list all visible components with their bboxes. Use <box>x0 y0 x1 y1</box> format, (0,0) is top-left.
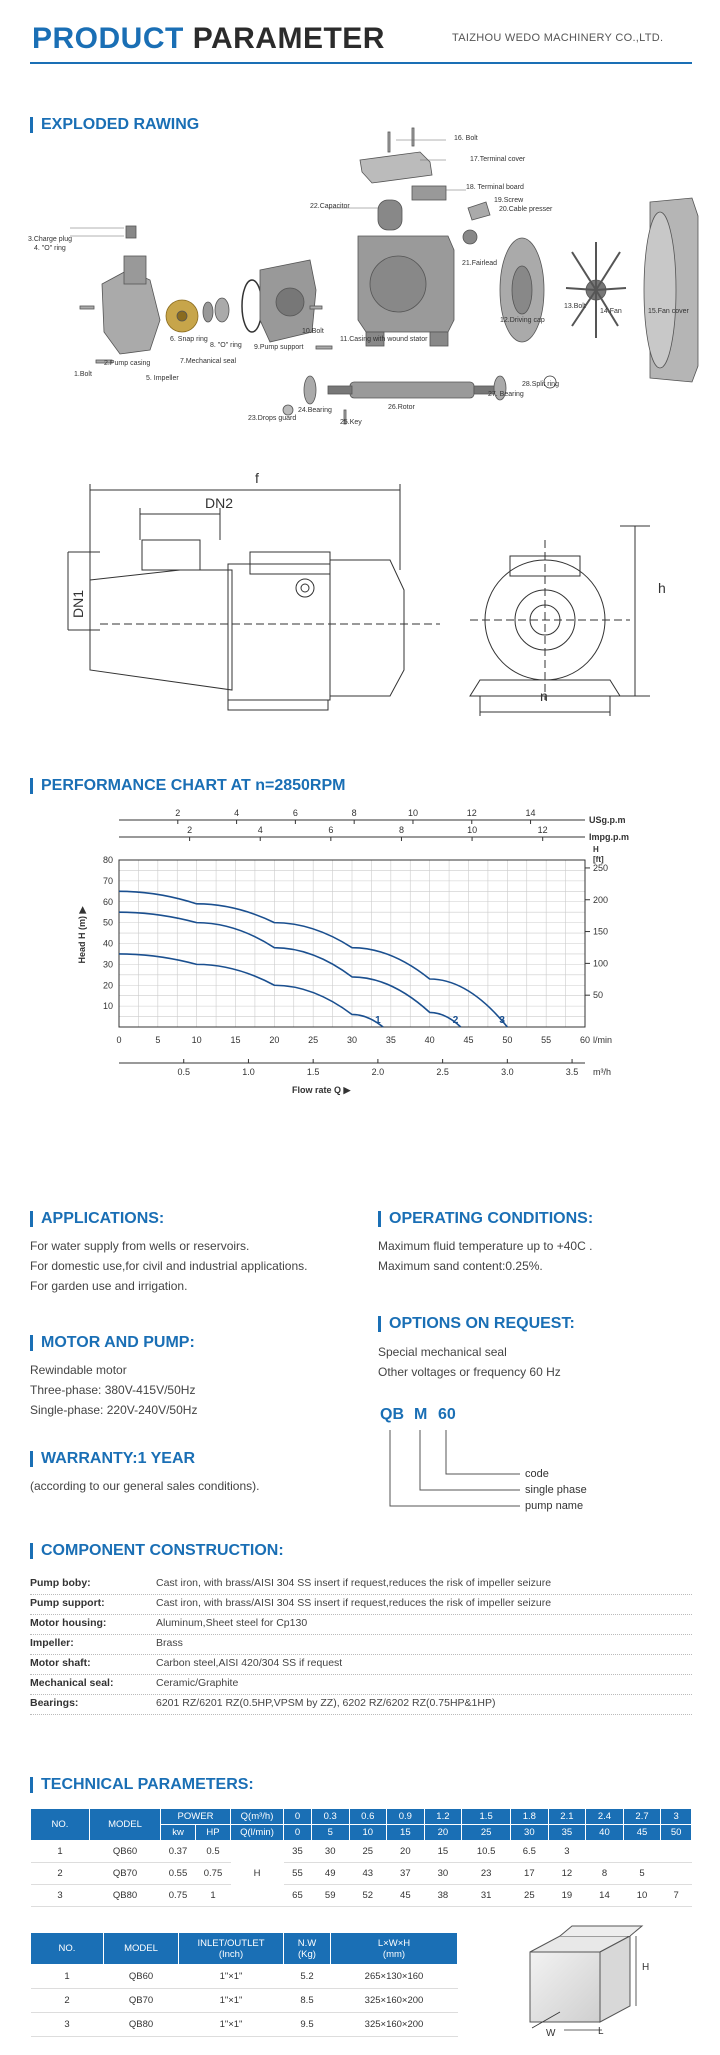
cell-h: 17 <box>511 1863 549 1885</box>
curve-1 <box>119 954 383 1027</box>
component-key: Motor shaft: <box>30 1657 91 1669</box>
packing-table <box>30 1932 458 2037</box>
top-axis-tick-label: 2 <box>187 825 193 835</box>
y-tick-label: 60 <box>102 896 113 907</box>
y-tick-label: 50 <box>102 917 113 928</box>
label-bearing-27: 27. Bearing <box>488 391 524 398</box>
th-q-cell: 1.5 <box>462 1809 511 1825</box>
label-snap-ring: 6. Snap ring <box>170 336 208 343</box>
th-pack-kg: (Kg) <box>298 1948 316 1960</box>
top-axis-tick-label: 4 <box>257 825 263 835</box>
component-value: Cast iron, with brass/AISI 304 SS insert if request,reduces the risk of impeller seizure <box>156 1577 552 1589</box>
top-axis-tick-label: 2 <box>175 808 181 818</box>
label-bolt-1: 1.Bolt <box>74 371 92 378</box>
cell-h: 6.5 <box>511 1841 549 1863</box>
company-name: TAIZHOU WEDO MACHINERY CO.,LTD. <box>452 32 664 44</box>
packing-box-drawing <box>520 1922 670 2037</box>
top-axis-tick-label: 10 <box>467 825 478 835</box>
label-bolt-16: 16. Bolt <box>454 135 478 142</box>
cell-model: QB70 <box>104 1989 179 2013</box>
cell-h: 7 <box>661 1885 692 1907</box>
table-row <box>31 1885 692 1907</box>
component-value: Brass <box>156 1637 183 1649</box>
m3h-tick-label: 2.5 <box>436 1067 449 1077</box>
cell-h: 23 <box>462 1863 511 1885</box>
cell-no: 3 <box>31 2013 104 2037</box>
component-value: Cast iron, with brass/AISI 304 SS insert if request,reduces the risk of impeller seizure <box>156 1597 552 1609</box>
curve-label: 2 <box>452 1015 459 1026</box>
x-tick-label: 50 <box>502 1035 513 1045</box>
cell-h <box>661 1863 692 1885</box>
m3h-tick-label: 0.5 <box>177 1067 190 1077</box>
operating-title: OPERATING CONDITIONS: <box>378 1211 593 1227</box>
m3h-tick-label: 1.0 <box>242 1067 255 1077</box>
label-impeller: 5. Impeller <box>146 375 179 382</box>
cell-h: 65 <box>284 1885 312 1907</box>
cell-hp: 1 <box>196 1885 231 1907</box>
right-axis-tick-label: 100 <box>593 958 609 969</box>
component-row <box>30 1634 692 1655</box>
dim-dn1: DN1 <box>70 590 86 619</box>
m3h-tick-label: 3.5 <box>565 1067 579 1077</box>
operating-line: Maximum fluid temperature up to +40C . <box>378 1239 593 1253</box>
label-screw: 19.Screw <box>494 197 524 204</box>
x-tick-label: 55 <box>541 1035 552 1045</box>
th-ql-cell: 5 <box>311 1825 349 1841</box>
cell-dim: 325×160×200 <box>331 2013 458 2037</box>
label-pump-support: 9.Pump support <box>254 344 304 351</box>
motor-line: Single-phase: 220V-240V/50Hz <box>30 1403 198 1417</box>
exploded-drawing <box>20 120 700 430</box>
x-axis-label: Flow rate Q ▶ <box>292 1085 351 1095</box>
th-ql-cell: 15 <box>387 1825 425 1841</box>
cell-inout: 1"×1" <box>179 1989 284 2013</box>
th-q-cell: 0.9 <box>387 1809 425 1825</box>
label-o-ring-8: 8. "O" ring <box>210 342 242 349</box>
cell-no: 1 <box>31 1965 104 1989</box>
label-fan: 14.Fan <box>600 308 622 315</box>
th-no: NO. <box>31 1809 90 1841</box>
label-bolt-10: 10.Bolt <box>302 328 324 335</box>
option-line: Other voltages or frequency 60 Hz <box>378 1365 561 1379</box>
component-key: Motor housing: <box>30 1617 107 1629</box>
curve-2 <box>119 912 461 1027</box>
cell-h: 37 <box>387 1863 425 1885</box>
y-tick-label: 20 <box>102 980 113 991</box>
y-tick-label: 40 <box>102 938 113 949</box>
m3h-tick-label: 1.5 <box>306 1067 320 1077</box>
th-q-cell: 0 <box>284 1809 312 1825</box>
cell-h <box>661 1841 692 1863</box>
x-tick-label: 15 <box>230 1035 241 1045</box>
cell-h: 19 <box>548 1885 586 1907</box>
x-tick-label: 40 <box>424 1035 435 1045</box>
performance-chart <box>40 805 680 1165</box>
cell-h: 30 <box>424 1863 462 1885</box>
component-row <box>30 1574 692 1595</box>
label-split-ring: 28.Split ring <box>522 381 559 388</box>
component-value: Carbon steel,AISI 420/304 SS if request <box>156 1657 343 1669</box>
cell-h: 25 <box>349 1841 387 1863</box>
components-title: COMPONENT CONSTRUCTION: <box>30 1543 284 1559</box>
cell-h: 12 <box>548 1863 586 1885</box>
cell-h: 25 <box>511 1885 549 1907</box>
component-value: Ceramic/Graphite <box>156 1677 239 1689</box>
label-o-ring-4: 4. "O" ring <box>34 245 66 252</box>
title-part-product: PRODUCT <box>32 22 184 55</box>
cell-dim: 265×130×160 <box>331 1965 458 1989</box>
label-capacitor: 22.Capacitor <box>310 203 350 210</box>
top-axis-unit-label: Impg.p.m <box>589 832 629 842</box>
th-model: MODEL <box>90 1809 161 1841</box>
top-axis-tick-label: 4 <box>234 808 240 818</box>
cell-h: 31 <box>462 1885 511 1907</box>
x-tick-label: 35 <box>385 1035 396 1045</box>
right-axis-tick-label: 150 <box>593 926 609 937</box>
dim-dn2: DN2 <box>205 495 234 511</box>
label-casing-stator: 11.Casing with wound stator <box>340 336 428 343</box>
box-dim-h: H <box>642 1962 650 1973</box>
page-title <box>32 22 385 56</box>
label-terminal-cover: 17.Terminal cover <box>470 156 526 163</box>
cell-h: 10 <box>623 1885 661 1907</box>
th-q-cell: 2.7 <box>623 1809 661 1825</box>
th-pack-inout <box>179 1933 284 1965</box>
motor-title: MOTOR AND PUMP: <box>30 1335 195 1351</box>
box-dim-l: L <box>598 2026 604 2037</box>
cell-h: 15 <box>424 1841 462 1863</box>
th-q-m3: Q(m³/h) <box>231 1809 284 1825</box>
y-tick-label: 10 <box>102 1001 113 1012</box>
cell-h: 49 <box>311 1863 349 1885</box>
right-axis-tick-label: 250 <box>593 862 609 873</box>
table-row <box>31 1989 458 2013</box>
tech-parameters-table <box>30 1808 692 1907</box>
cell-kw: 0.55 <box>161 1863 196 1885</box>
cell-model: QB60 <box>90 1841 161 1863</box>
application-line: For garden use and irrigation. <box>30 1279 188 1293</box>
cell-h: 52 <box>349 1885 387 1907</box>
cell-nw: 9.5 <box>284 2013 331 2037</box>
motor-line: Rewindable motor <box>30 1363 127 1377</box>
top-axis-tick-label: 14 <box>525 808 536 818</box>
applications-title: APPLICATIONS: <box>30 1211 164 1227</box>
th-pack-nw-label: N.W <box>297 1937 317 1949</box>
label-pump-casing: 2.Pump casing <box>104 360 151 367</box>
cell-model: QB80 <box>90 1885 161 1907</box>
options-text <box>378 1342 561 1382</box>
application-line: For domestic use,for civil and industrial applications. <box>30 1259 308 1273</box>
m3h-tick-label: 3.0 <box>501 1067 514 1077</box>
cell-h: 20 <box>387 1841 425 1863</box>
table-row <box>31 1965 458 1989</box>
cell-dim: 325×160×200 <box>331 1989 458 2013</box>
top-axis-tick-label: 8 <box>398 825 404 835</box>
top-axis-tick-label: 12 <box>466 808 477 818</box>
curve-label: 3 <box>499 1015 505 1026</box>
y-tick-label: 70 <box>102 875 113 886</box>
cell-nw: 5.2 <box>284 1965 331 1989</box>
top-axis-tick-label: 8 <box>351 808 357 818</box>
th-ql-cell: 30 <box>511 1825 549 1841</box>
model-code-m: M <box>414 1406 428 1423</box>
label-fan-cover: 15.Fan cover <box>648 308 689 315</box>
label-bolt-13: 13.Bolt <box>564 303 586 310</box>
component-row <box>30 1694 692 1715</box>
application-line: For water supply from wells or reservoirs. <box>30 1239 250 1253</box>
dim-n: n <box>540 688 548 704</box>
right-axis-label-h: H <box>593 845 599 854</box>
cell-h: 5 <box>623 1863 661 1885</box>
label-key: 25.Key <box>340 419 362 426</box>
label-charge-plug: 3.Charge plug <box>28 236 72 243</box>
cell-no: 2 <box>31 1863 90 1885</box>
x-tick-label: 0 <box>116 1035 122 1045</box>
th-pack-dim-label: L×W×H <box>377 1937 411 1949</box>
cell-hp: 0.75 <box>196 1863 231 1885</box>
th-pack-dim <box>331 1933 458 1965</box>
th-kw: kw <box>161 1825 196 1841</box>
component-row <box>30 1594 692 1615</box>
warranty-title: WARRANTY:1 YEAR <box>30 1451 195 1467</box>
th-q-cell: 2.4 <box>586 1809 624 1825</box>
th-pack-no: NO. <box>31 1933 104 1965</box>
cell-h: 45 <box>387 1885 425 1907</box>
cell-kw: 0.37 <box>161 1841 196 1863</box>
tech-title: TECHNICAL PARAMETERS: <box>30 1777 254 1793</box>
x-tick-label: 60 <box>579 1035 591 1045</box>
table-row <box>31 1841 692 1863</box>
cell-h: 38 <box>424 1885 462 1907</box>
th-ql-cell: 10 <box>349 1825 387 1841</box>
cell-h: 8 <box>586 1863 624 1885</box>
warranty-text: (according to our general sales conditions). <box>30 1479 260 1493</box>
y-tick-label: 80 <box>102 855 113 865</box>
cell-inout: 1"×1" <box>179 2013 284 2037</box>
th-q-cell: 0.6 <box>349 1809 387 1825</box>
th-hp: HP <box>196 1825 231 1841</box>
m3h-tick-label: 2.0 <box>371 1067 385 1077</box>
cell-no: 3 <box>31 1885 90 1907</box>
cell-h: 3 <box>548 1841 586 1863</box>
top-axis-tick-label: 12 <box>537 825 548 835</box>
label-mechanical-seal: 7.Mechanical seal <box>180 358 237 365</box>
cell-h <box>623 1841 661 1863</box>
th-pack-model: MODEL <box>104 1933 179 1965</box>
component-key: Pump boby: <box>30 1577 91 1589</box>
right-axis-label-ft: [ft] <box>593 855 604 864</box>
dim-h: h <box>658 580 666 596</box>
th-ql-cell: 20 <box>424 1825 462 1841</box>
cell-nw: 8.5 <box>284 1989 331 2013</box>
exploded-section-title: EXPLODED RAWING <box>30 117 199 133</box>
model-code-code-label: code <box>525 1468 549 1480</box>
cell-h <box>586 1841 624 1863</box>
cell-h: 59 <box>311 1885 349 1907</box>
x-tick-label: 45 <box>463 1035 474 1045</box>
component-key: Mechanical seal: <box>30 1677 114 1689</box>
label-driving-cap: 12.Driving cap <box>500 317 545 324</box>
th-q-l: Q(l/min) <box>231 1825 284 1841</box>
option-line: Special mechanical seal <box>378 1345 507 1359</box>
th-q-cell: 3 <box>661 1809 692 1825</box>
component-value: 6201 RZ/6201 RZ(0.5HP,VPSM by ZZ), 6202 RZ/6202 RZ(0.75HP&1HP) <box>156 1697 496 1709</box>
component-key: Bearings: <box>30 1697 79 1709</box>
component-row <box>30 1654 692 1675</box>
cell-h: 43 <box>349 1863 387 1885</box>
top-axis-tick-label: 6 <box>292 808 298 818</box>
dimension-drawing <box>60 460 660 720</box>
th-ql-cell: 45 <box>623 1825 661 1841</box>
label-terminal-board: 18. Terminal board <box>466 184 524 191</box>
model-code-phase-label: single phase <box>525 1484 587 1496</box>
x-tick-label: 5 <box>155 1035 161 1045</box>
label-rotor: 26.Rotor <box>388 404 415 411</box>
chart-section-title: PERFORMANCE CHART AT n=2850RPM <box>30 778 345 794</box>
th-q-cell: 2.1 <box>548 1809 586 1825</box>
th-q-cell: 1.2 <box>424 1809 462 1825</box>
cell-h: 35 <box>284 1841 312 1863</box>
dim-f: f <box>255 470 259 486</box>
cell-hp: 0.5 <box>196 1841 231 1863</box>
x-tick-label: 10 <box>191 1035 202 1045</box>
y-axis-label: Head H (m) ▶ <box>77 906 87 964</box>
right-axis-tick-label: 200 <box>593 894 609 905</box>
component-value: Aluminum,Sheet steel for Cp130 <box>156 1617 308 1629</box>
th-pack-inch: (Inch) <box>218 1948 244 1960</box>
x-tick-label: 25 <box>308 1035 319 1045</box>
cell-head-label: H <box>231 1841 284 1907</box>
th-q-cell: 0.3 <box>311 1809 349 1825</box>
top-axis-unit-label: USg.p.m <box>589 815 626 825</box>
m3h-unit-label: m³/h <box>593 1067 611 1077</box>
th-ql-cell: 40 <box>586 1825 624 1841</box>
component-key: Pump support: <box>30 1597 105 1609</box>
th-ql-cell: 50 <box>661 1825 692 1841</box>
cell-inout: 1"×1" <box>179 1965 284 1989</box>
applications-text <box>30 1236 307 1296</box>
top-axis-tick-label: 6 <box>328 825 334 835</box>
label-drops-guard: 23.Drops guard <box>248 415 297 422</box>
options-title: OPTIONS ON REQUEST: <box>378 1316 575 1332</box>
table-row <box>31 1863 692 1885</box>
cell-h: 30 <box>311 1841 349 1863</box>
label-fairlead: 21.Fairlead <box>462 260 498 267</box>
motor-line: Three-phase: 380V-415V/50Hz <box>30 1383 196 1397</box>
th-ql-cell: 25 <box>462 1825 511 1841</box>
table-row <box>31 2013 458 2037</box>
model-code-60: 60 <box>438 1406 456 1423</box>
cell-kw: 0.75 <box>161 1885 196 1907</box>
right-axis-tick-label: 50 <box>593 990 604 1001</box>
cell-no: 2 <box>31 1989 104 2013</box>
motor-text <box>30 1360 197 1420</box>
component-row <box>30 1614 692 1635</box>
th-power: POWER <box>161 1809 231 1825</box>
cell-model: QB80 <box>104 2013 179 2037</box>
cell-h: 14 <box>586 1885 624 1907</box>
y-tick-label: 30 <box>102 959 113 970</box>
top-axis-tick-label: 10 <box>407 808 418 818</box>
curve-label: 1 <box>375 1015 381 1026</box>
cell-model: QB60 <box>104 1965 179 1989</box>
title-part-parameter: PARAMETER <box>192 22 385 55</box>
th-pack-mm: (mm) <box>382 1948 406 1960</box>
th-ql-cell: 35 <box>548 1825 586 1841</box>
x-tick-label: 20 <box>269 1035 280 1045</box>
cell-h: 55 <box>284 1863 312 1885</box>
th-pack-inout-label: INLET/OUTLET <box>197 1937 265 1949</box>
model-code-name-label: pump name <box>525 1500 584 1512</box>
th-pack-nw <box>284 1933 331 1965</box>
cell-h: 10.5 <box>462 1841 511 1863</box>
th-q-cell: 1.8 <box>511 1809 549 1825</box>
cell-no: 1 <box>31 1841 90 1863</box>
label-cable-presser: 20.Cable presser <box>499 206 553 213</box>
x-unit-label: l/min <box>593 1035 613 1045</box>
label-bearing-24: 24.Bearing <box>298 407 332 414</box>
operating-line: Maximum sand content:0.25%. <box>378 1259 543 1273</box>
x-tick-label: 30 <box>346 1035 358 1045</box>
component-key: Impeller: <box>30 1637 74 1649</box>
model-code-qb: QB <box>380 1406 404 1423</box>
cell-model: QB70 <box>90 1863 161 1885</box>
th-ql-cell: 0 <box>284 1825 312 1841</box>
header-divider <box>30 62 692 64</box>
operating-text <box>378 1236 592 1276</box>
component-row <box>30 1674 692 1695</box>
box-dim-w: W <box>546 2028 556 2039</box>
